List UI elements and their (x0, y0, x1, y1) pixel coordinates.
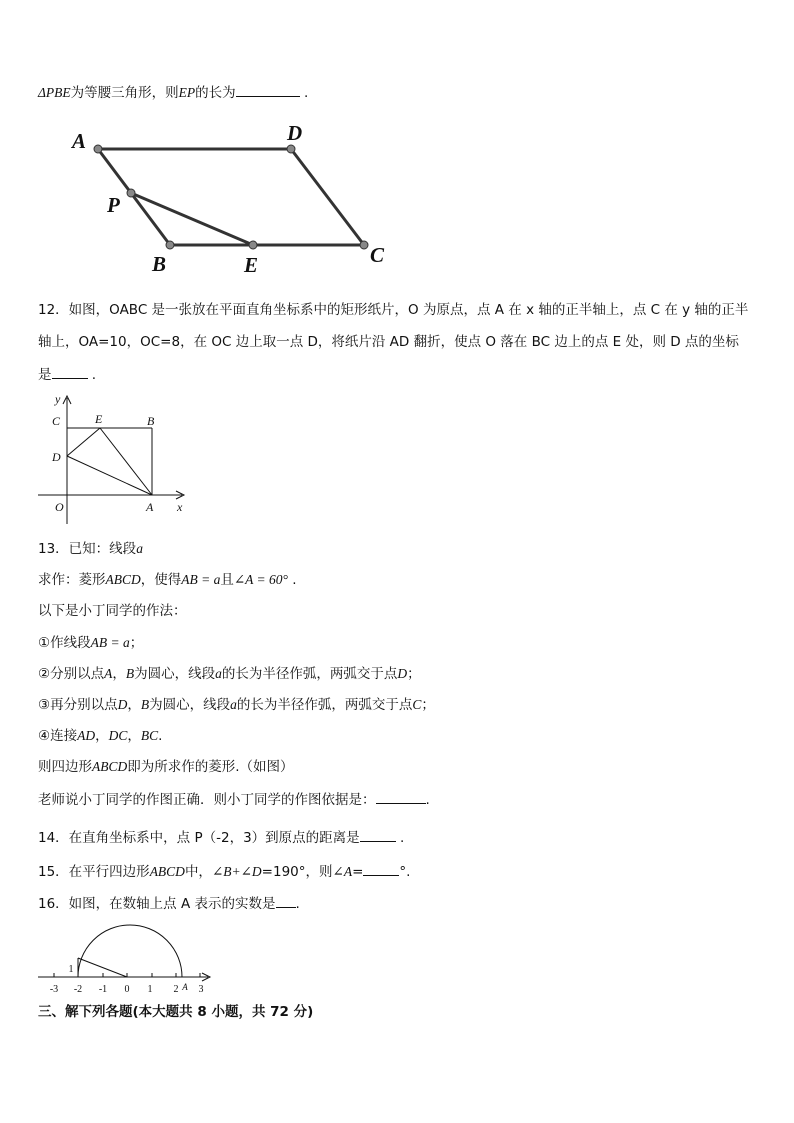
tick-label: 0 (124, 984, 130, 995)
label-b: B (147, 414, 155, 428)
point-e (249, 241, 257, 249)
label-c: C (370, 243, 385, 267)
label-d: D (52, 450, 61, 464)
point-p (127, 189, 135, 197)
label-e: E (95, 412, 103, 426)
semicircle-arc (78, 925, 182, 977)
label-y: y (55, 392, 61, 406)
q13-step2: ②分别以点A，B为圆心，线段a的长为半径作弧，两弧交于点D； (38, 666, 421, 682)
q11-text: ΔPBE为等腰三角形，则EP的长为 . (38, 85, 309, 101)
tick-marks (54, 973, 200, 977)
segment-ea (100, 428, 152, 495)
label-x: x (177, 500, 183, 514)
q13-step1: ①作线段AB = a； (38, 635, 144, 651)
q13-conclusion: 则四边形ABCD即为所求作的菱形.（如图） (38, 759, 294, 775)
label-o: O (55, 500, 64, 514)
q13-method: 以下是小丁同学的作法： (38, 603, 187, 619)
q12-line2: 轴上，OA=10，OC=8，在 OC 边上取一点 D，将纸片沿 AD 翻折，使点 O 落在 BC 边上的点 E 处，则 D 点的坐标 (38, 334, 739, 350)
answer-blank (360, 828, 396, 842)
side-ab (98, 149, 170, 245)
point-a-label: A (182, 982, 188, 992)
answer-blank (276, 894, 296, 908)
segment-pe (131, 193, 253, 245)
segment-da (67, 456, 152, 495)
q13-step4: ④连接AD，DC，BC. (38, 728, 163, 744)
height-label: 1 (68, 964, 74, 975)
side-dc (291, 149, 364, 245)
answer-blank (363, 862, 399, 876)
q12-line3: 是 . (38, 367, 97, 383)
tick-label: 2 (173, 984, 179, 995)
point-a (94, 145, 102, 153)
tick-label: -2 (73, 984, 83, 995)
tick-label: -3 (49, 984, 59, 995)
segment-ep: EP (178, 85, 196, 100)
answer-blank (376, 790, 426, 804)
answer-blank (52, 365, 88, 379)
y-axis-arrow (63, 396, 71, 404)
segment-de (67, 428, 100, 456)
section3-title: 三、解下列各题(本大题共 8 小题，共 72 分) (38, 1004, 314, 1020)
q13-teacher: 老师说小丁同学的作图正确．则小丁同学的作图依据是： . (38, 792, 430, 808)
point-b (166, 241, 174, 249)
label-a: A (72, 129, 87, 153)
tick-label: -1 (98, 984, 108, 995)
q14-text: 14．在直角坐标系中，点 P（-2，3）到原点的距离是 . (38, 830, 405, 846)
label-d: D (287, 121, 303, 145)
point-d (287, 145, 295, 153)
tick-label: 3 (198, 984, 204, 995)
q13-step3: ③再分别以点D，B为圆心，线段a的长为半径作弧，两弧交于点C； (38, 697, 435, 713)
q13-ask: 求作：菱形ABCD，使得AB = a且∠A = 60° . (38, 572, 297, 588)
triangle-pbe: ΔPBE (38, 85, 71, 100)
label-c: C (52, 414, 61, 428)
label-p: P (107, 193, 120, 217)
q16-text: 16．如图，在数轴上点 A 表示的实数是 . (38, 896, 300, 912)
hypotenuse (78, 958, 127, 977)
q13-title: 13．已知：线段a (38, 541, 143, 557)
point-c (360, 241, 368, 249)
answer-blank (236, 83, 300, 97)
q15-text: 15．在平行四边形ABCD中，∠B+∠D=190°，则∠A= °. (38, 864, 411, 880)
x-axis-arrow (176, 491, 184, 499)
label-b: B (152, 252, 167, 276)
tick-label: 1 (147, 984, 153, 995)
label-e: E (244, 253, 259, 277)
q12-line1: 12．如图，OABC 是一张放在平面直角坐标系中的矩形纸片，O 为原点，点 A 在 x 轴的正半轴上，点 C 在 y 轴的正半 (38, 302, 749, 318)
number-line-arrow (202, 973, 210, 981)
label-a: A (146, 500, 154, 514)
